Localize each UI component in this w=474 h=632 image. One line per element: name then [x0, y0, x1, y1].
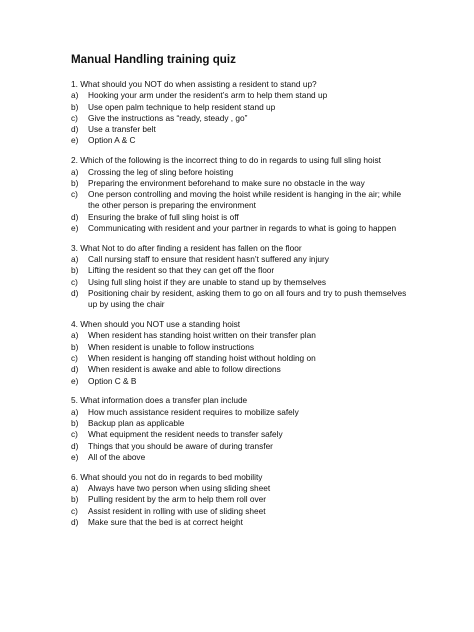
question-2 [71, 155, 411, 234]
option-letter: e) [71, 451, 79, 462]
option-text: Using full sling hoist if they are unable to stand up by themselves [88, 276, 326, 287]
question-text: 5. What information does a transfer plan include [71, 395, 248, 406]
option-text: Option C & B [88, 375, 137, 386]
option-list [71, 167, 411, 235]
option-item [71, 288, 411, 311]
option-letter: c) [71, 505, 78, 516]
option-text: Use a transfer belt [88, 124, 156, 135]
option-item [71, 483, 411, 494]
option-letter: e) [71, 135, 79, 146]
option-text: When resident is awake and able to follow directions [88, 364, 281, 375]
option-item [71, 494, 411, 505]
question-1 [71, 79, 411, 147]
option-letter: e) [71, 223, 79, 234]
option-letter: c) [71, 353, 78, 364]
question-text: 2. Which of the following is the incorrect thing to do in regards to using full sling hoist [71, 155, 381, 166]
option-text: Positioning chair by resident, asking them to go on all fours and try to push themselves up by using the chair [88, 288, 407, 310]
option-item [71, 135, 411, 146]
question-list [71, 79, 411, 528]
option-letter: b) [71, 101, 79, 112]
option-item [71, 277, 411, 288]
option-text: Hooking your arm under the resident’s arm to help them stand up [88, 90, 328, 101]
option-item [71, 364, 411, 375]
option-letter: d) [71, 440, 79, 451]
option-letter: d) [71, 124, 79, 135]
option-item [71, 265, 411, 276]
option-list [71, 90, 411, 146]
option-item [71, 90, 411, 101]
option-text: Always have two person when using sliding sheet [88, 483, 271, 493]
option-item [71, 212, 411, 223]
option-item [71, 441, 411, 452]
option-item [71, 102, 411, 113]
option-item [71, 353, 411, 364]
question-text: 4. When should you NOT use a standing hoist [71, 319, 241, 330]
option-letter: d) [71, 516, 79, 527]
option-text: When resident has standing hoist written on their transfer plan [88, 330, 316, 341]
question-text: 6. What should you not do in regards to bed mobility [71, 471, 263, 482]
option-item [71, 452, 411, 463]
option-text: All of the above [88, 451, 146, 462]
option-letter: a) [71, 90, 79, 101]
option-item [71, 418, 411, 429]
option-text: What equipment the resident needs to transfer safely [88, 429, 283, 440]
option-item [71, 376, 411, 387]
option-letter: a) [71, 330, 79, 341]
option-letter: b) [71, 418, 79, 429]
option-text: Crossing the leg of sling before hoisting [88, 166, 234, 177]
option-letter: a) [71, 254, 79, 265]
option-text: Lifting the resident so that they can get off the floor [88, 265, 275, 276]
question-text: 3. What Not to do after finding a resident has fallen on the floor [71, 242, 302, 253]
option-letter: b) [71, 494, 79, 505]
option-text: Use open palm technique to help resident stand up [88, 101, 276, 112]
option-letter: d) [71, 364, 79, 375]
question-5 [71, 395, 411, 463]
option-letter: d) [71, 211, 79, 222]
option-text: Give the instructions as “ready, steady , go” [88, 112, 248, 123]
option-item [71, 330, 411, 341]
option-letter: e) [71, 375, 79, 386]
option-letter: c) [71, 276, 78, 287]
option-text: Backup plan as applicable [88, 418, 185, 429]
option-item [71, 124, 411, 135]
option-text: Ensuring the brake of full sling hoist is off [88, 211, 239, 222]
question-4 [71, 319, 411, 387]
option-text: Pulling resident by the arm to help them roll over [88, 494, 267, 505]
option-letter: d) [71, 288, 79, 299]
option-list [71, 330, 411, 386]
option-text: How much assistance resident requires to mobilize safely [88, 406, 299, 417]
option-letter: c) [71, 112, 78, 123]
option-item [71, 429, 411, 440]
document-page [71, 53, 411, 537]
option-text: When resident is hanging off standing hoist without holding on [88, 353, 316, 364]
option-letter: a) [71, 166, 79, 177]
option-letter: b) [71, 265, 79, 276]
question-3 [71, 243, 411, 311]
option-list [71, 254, 411, 310]
option-text: Communicating with resident and your partner in regards to what is going to happen [88, 223, 397, 234]
option-text: Make sure that the bed is at correct height [88, 516, 243, 527]
option-text: Call nursing staff to ensure that resident hasn’t suffered any injury [88, 254, 329, 265]
option-item [71, 223, 411, 234]
option-text: One person controlling and moving the hoist while resident is hanging in the air; while the other person is preparing the environment [88, 189, 402, 211]
option-list [71, 407, 411, 463]
option-text: Preparing the environment beforehand to make sure no obstacle in the way [88, 177, 365, 188]
document-title: Manual Handling training quiz [71, 53, 236, 66]
option-letter: b) [71, 341, 79, 352]
option-item [71, 342, 411, 353]
option-item [71, 167, 411, 178]
option-letter: a) [71, 406, 79, 417]
option-text: Assist resident in rolling with use of sliding sheet [88, 505, 266, 516]
option-item [71, 517, 411, 528]
option-item [71, 407, 411, 418]
question-6 [71, 472, 411, 528]
option-item [71, 189, 411, 212]
option-list [71, 483, 411, 528]
option-letter: a) [71, 483, 79, 493]
option-item [71, 178, 411, 189]
option-text: Option A & C [88, 135, 136, 146]
option-item [71, 254, 411, 265]
question-text: 1. What should you NOT do when assisting a resident to stand up? [71, 79, 317, 89]
option-item [71, 113, 411, 124]
option-letter: c) [71, 189, 78, 200]
option-item [71, 506, 411, 517]
option-text: Things that you should be aware of during transfer [88, 440, 273, 451]
option-letter: b) [71, 177, 79, 188]
option-letter: c) [71, 429, 78, 440]
option-text: When resident is unable to follow instructions [88, 341, 255, 352]
